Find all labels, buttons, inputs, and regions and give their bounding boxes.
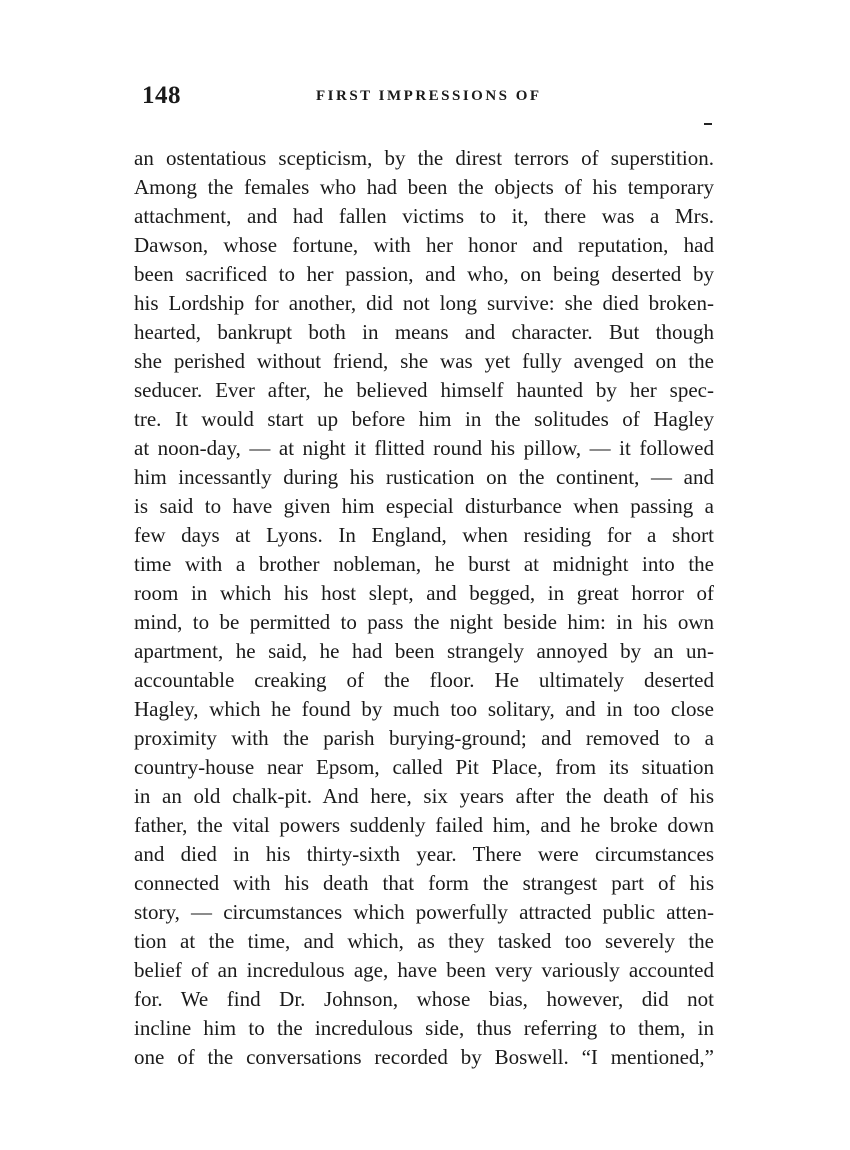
text-line: incline him to the incredulous side, thus referring to them, in	[134, 1016, 714, 1040]
text-line: tion at the time, and which, as they tasked too severely the	[134, 929, 714, 953]
text-line: father, the vital powers suddenly failed him, and he broke down	[134, 813, 714, 837]
text-line: tre. It would start up before him in the solitudes of Hagley	[134, 407, 714, 431]
text-line: time with a brother nobleman, he burst at midnight into the	[134, 552, 714, 576]
text-line: one of the conversations recorded by Boswell. “I mentioned,”	[134, 1045, 714, 1069]
text-line: Among the females who had been the objects of his temporary	[134, 175, 714, 199]
running-head: FIRST IMPRESSIONS OF	[316, 88, 542, 104]
text-line: and died in his thirty-sixth year. There were circumstances	[134, 842, 714, 866]
text-line: is said to have given him especial disturbance when passing a	[134, 494, 714, 518]
text-line: story, — circumstances which powerfully attracted public atten-	[134, 900, 714, 924]
text-line: few days at Lyons. In England, when residing for a short	[134, 523, 714, 547]
page-number: 148	[142, 82, 181, 109]
text-line: country-house near Epsom, called Pit Place, from its situation	[134, 755, 714, 779]
text-line: she perished without friend, she was yet fully avenged on the	[134, 349, 714, 373]
text-line: for. We find Dr. Johnson, whose bias, however, did not	[134, 987, 714, 1011]
text-line: connected with his death that form the strangest part of his	[134, 871, 714, 895]
text-line: in an old chalk-pit. And here, six years after the death of his	[134, 784, 714, 808]
text-line: room in which his host slept, and begged, in great horror of	[134, 581, 714, 605]
print-mark	[704, 123, 712, 125]
text-line: an ostentatious scepticism, by the direst terrors of superstition.	[134, 146, 714, 170]
text-line: proximity with the parish burying-ground; and removed to a	[134, 726, 714, 750]
text-line: Hagley, which he found by much too solitary, and in too close	[134, 697, 714, 721]
text-line: Dawson, whose fortune, with her honor and reputation, had	[134, 233, 714, 257]
text-line: hearted, bankrupt both in means and character. But though	[134, 320, 714, 344]
text-line: accountable creaking of the floor. He ultimately deserted	[134, 668, 714, 692]
body-text	[134, 144, 714, 1072]
text-line: belief of an incredulous age, have been very variously accounted	[134, 958, 714, 982]
text-line: seducer. Ever after, he believed himself haunted by her spec-	[134, 378, 714, 402]
text-line: at noon-day, — at night it flitted round his pillow, — it followed	[134, 436, 714, 460]
text-line: him incessantly during his rustication on the continent, — and	[134, 465, 714, 489]
text-line: attachment, and had fallen victims to it, there was a Mrs.	[134, 204, 714, 228]
text-line: been sacrificed to her passion, and who, on being deserted by	[134, 262, 714, 286]
text-line: his Lordship for another, did not long survive: she died broken-	[134, 291, 714, 315]
text-line: apartment, he said, he had been strangely annoyed by an un-	[134, 639, 714, 663]
text-line: mind, to be permitted to pass the night beside him: in his own	[134, 610, 714, 634]
